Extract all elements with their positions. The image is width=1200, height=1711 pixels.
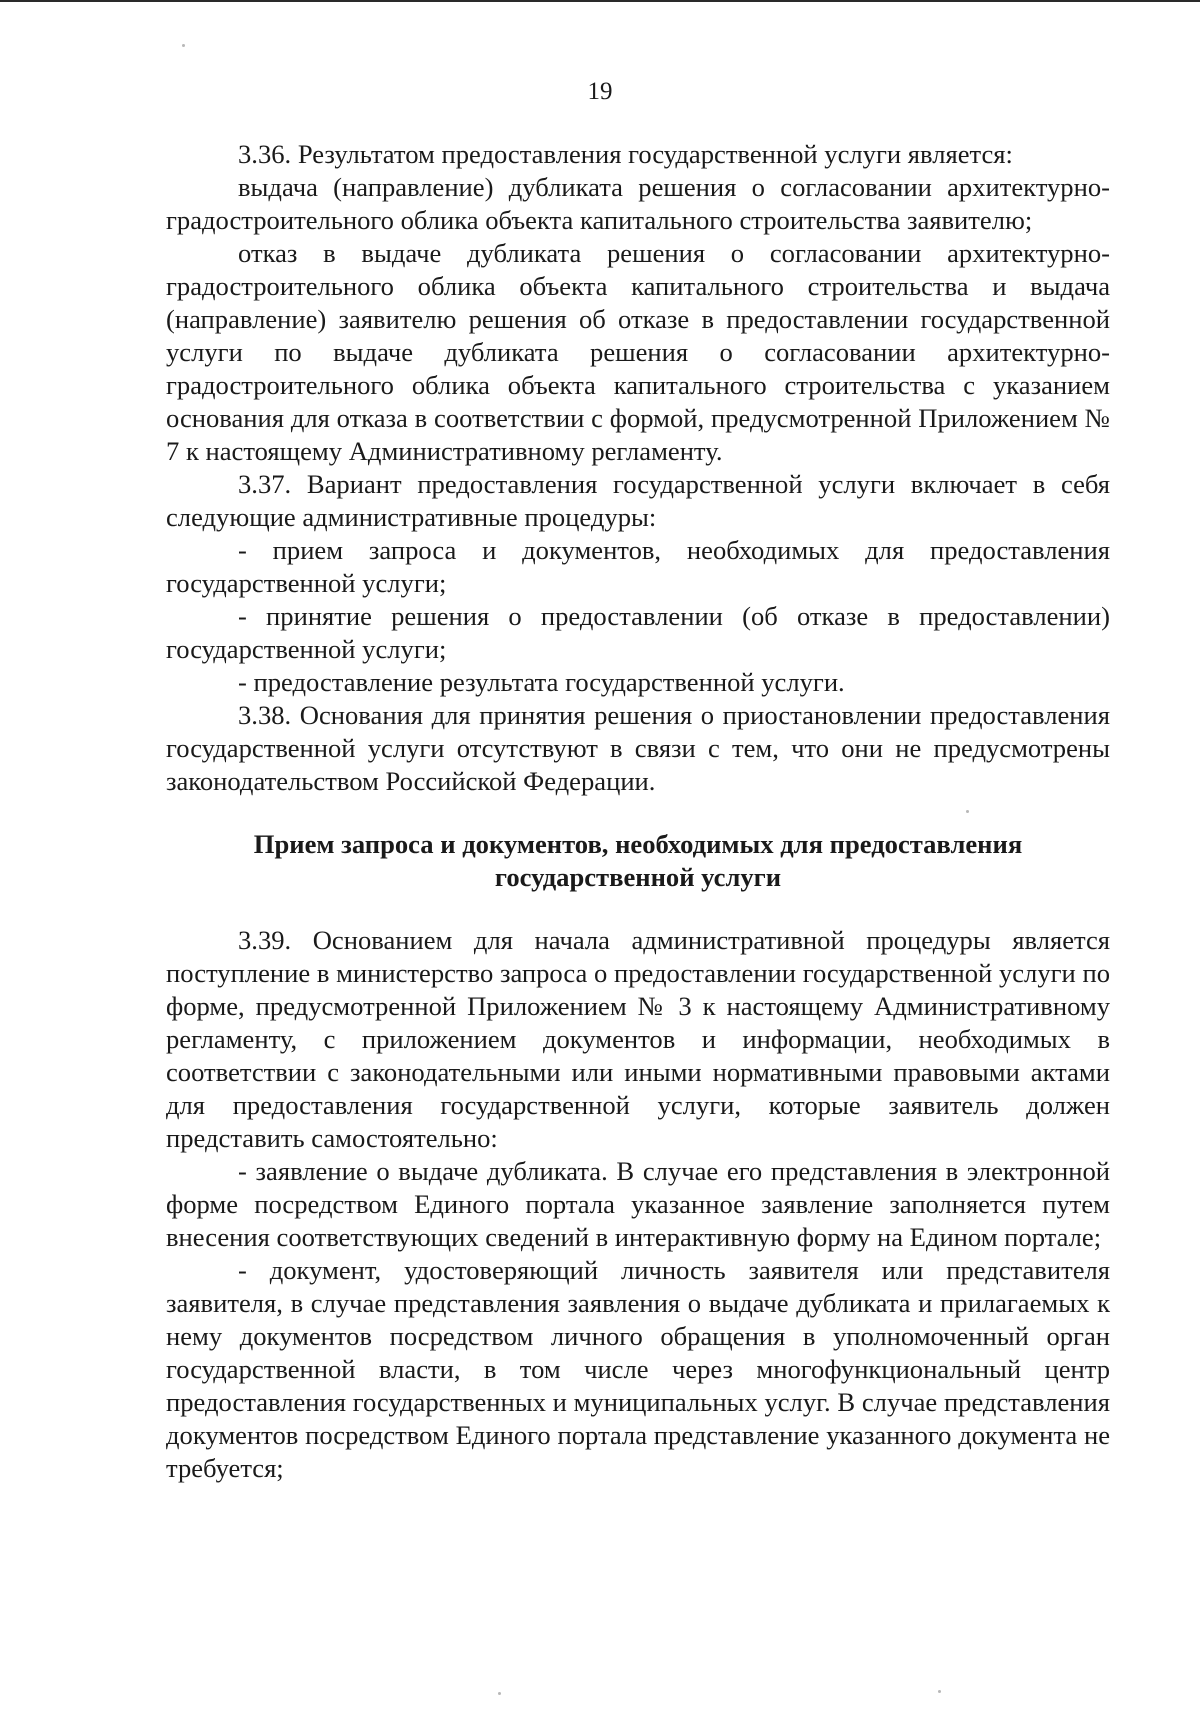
scan-top-edge [0,0,1200,2]
list-item-identity-document: - документ, удостоверяющий личность заявителя или представителя заявителя, в случае представления заявления о выдаче дубликата и прилагаемых к нему документов посредством личного обращения в уполномоченный орган государственной власти, в том числе через многофункциональный центр предоставления государственных и муниципальных услуг. В случае представления документов посредством Единого портала представление указанного документа не требуется; [166,1255,1110,1483]
scan-speck [938,1690,941,1693]
page-number: 19 [587,78,613,105]
scan-speck [498,1692,501,1695]
list-item-application: - заявление о выдаче дубликата. В случае его представления в электронной форме посредством Единого портала указанное заявление заполняется путем внесения соответствующих сведений в интерактивную форму на Едином портале; [166,1156,1110,1252]
section-heading-line-1: Прием запроса и документов, необходимых для предоставления [253,829,1023,859]
scan-speck [182,44,185,47]
paragraph-3-37: 3.37. Вариант предоставления государственной услуги включает в себя следующие административные процедуры: [166,469,1110,532]
scan-speck [966,810,969,813]
paragraph-3-39: 3.39. Основанием для начала административной процедуры является поступление в министерство запроса о предоставлении государственной услуги по форме, предусмотренной Приложением № 3 к настоящему Административному регламенту, с приложением документов и информации, необходимых в соответствии с законодательными или иными нормативными правовыми актами для предоставления государственной услуги, которые заявитель должен представить самостоятельно: [166,925,1110,1153]
paragraph-result-refusal: отказ в выдаче дубликата решения о согласовании архитектурно-градостроительного облика объекта капитального строительства и выдача (направление) заявителю решения об отказе в предоставлении государственной услуги по выдаче дубликата решения о согласовании архитектурно-градостроительного облика объекта капитального строительства с указанием основания для отказа в соответствии с формой, предусмотренной Приложением № 7 к настоящему Административному регламенту. [166,238,1110,466]
list-item-procedure-3: - предоставление результата государственной услуги. [238,667,845,697]
list-item-procedure-2: - принятие решения о предоставлении (об отказе в предоставлении) государственной услуги; [166,601,1110,664]
list-item-procedure-1: - прием запроса и документов, необходимых для предоставления государственной услуги; [166,535,1110,598]
paragraph-3-38: 3.38. Основания для принятия решения о приостановлении предоставления государственной услуги отсутствуют в связи с тем, что они не предусмотрены законодательством Российской Федерации. [166,700,1110,796]
paragraph-result-issuance: выдача (направление) дубликата решения о согласовании архитектурно-градостроительного облика объекта капитального строительства заявителю; [166,172,1110,235]
paragraph-3-36: 3.36. Результатом предоставления государственной услуги является: [238,139,1013,169]
section-heading-line-2: государственной услуги [494,862,782,892]
section-heading [166,828,1110,894]
